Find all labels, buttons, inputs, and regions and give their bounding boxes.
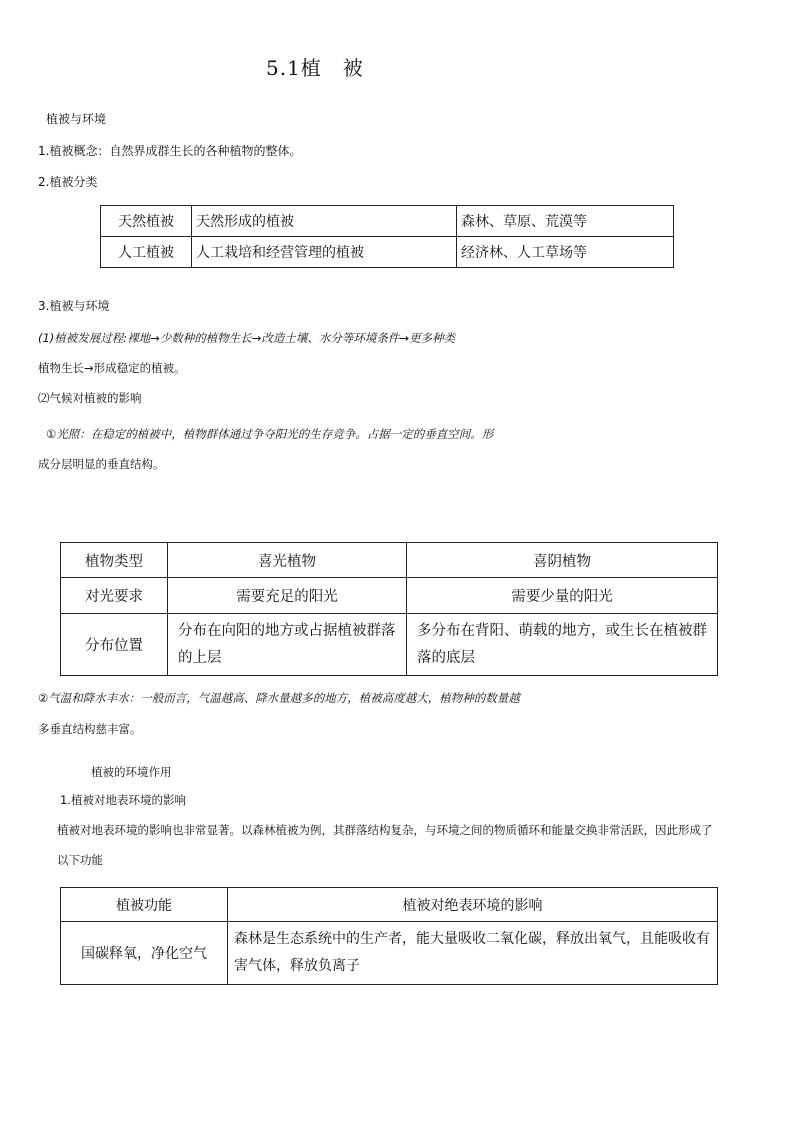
table-cell: 需要充足的阳光 <box>168 578 407 614</box>
paragraph-forest-line2: 以下功能 <box>57 853 103 867</box>
table-cell: 森林、草原、荒漠等 <box>457 206 674 237</box>
table-cell: 植被功能 <box>61 888 228 922</box>
table-cell: 多分布在背阳、萌载的地方，或生长在植被群落的底层 <box>407 614 718 676</box>
table-row <box>61 614 718 676</box>
item-vegetation-and-environment: 3.植被与环境 <box>38 299 110 313</box>
table-row <box>101 237 674 268</box>
table-row <box>101 206 674 237</box>
table-cell: 森林是生态系统中的生产者，能大量吸收二氧化碳，释放出氧气，且能吸收有害气体，释放负离子 <box>228 922 718 985</box>
table-cell: 人工植被 <box>101 237 192 268</box>
paragraph-light-line1: ①光照：在稳定的植被中，植物群体通过争夺阳光的生存竞争。占据一定的垂直空间。形 <box>46 427 494 441</box>
paragraph-development-line1: (1)植被发展过程:裸地→少数种的植物生长→改造土壤、水分等环境条件→更多种类 <box>38 331 456 345</box>
subheading-climate-influence: ⑵气候对植被的影响 <box>38 391 142 405</box>
table-cell: 喜光植物 <box>168 543 407 578</box>
table-cell: 国碳释氧，净化空气 <box>61 922 228 985</box>
table-cell: 人工栽培和经营管理的植被 <box>192 237 457 268</box>
table-cell: 分布位置 <box>61 614 168 676</box>
table-row <box>61 543 718 578</box>
table-cell: 需要少量的阳光 <box>407 578 718 614</box>
table-cell: 天然形成的植被 <box>192 206 457 237</box>
section-heading-environmental-role: 植被的环境作用 <box>91 765 172 779</box>
table-row <box>61 888 718 922</box>
table-cell: 对光要求 <box>61 578 168 614</box>
table-cell: 喜阴植物 <box>407 543 718 578</box>
table-cell: 分布在向阳的地方或占据植被群落的上层 <box>168 614 407 676</box>
light-requirement-table <box>60 542 718 676</box>
paragraph-development-line2: 植物生长→形成稳定的植被。 <box>38 361 186 375</box>
table-cell: 天然植被 <box>101 206 192 237</box>
paragraph-light-line2: 成分层明显的垂直结构。 <box>38 457 165 471</box>
item-vegetation-concept: 1.植被概念：自然界成群生长的各种植物的整体。 <box>38 144 302 158</box>
table-cell: 植物类型 <box>61 543 168 578</box>
item-surface-environment-influence: 1.植被对地表环境的影响 <box>60 793 186 807</box>
vegetation-function-table <box>60 887 718 985</box>
page-title: 5.1植 被 <box>266 56 364 80</box>
table-row <box>61 922 718 985</box>
table-row <box>61 578 718 614</box>
item-vegetation-classification: 2.植被分类 <box>38 175 98 189</box>
paragraph-forest-line1: 植被对地表环境的影响也非常显著。以森林植被为例，其群落结构复杂，与环境之间的物质循环和能量交换非常活跃，因此形成了 <box>57 823 713 837</box>
paragraph-temperature-line2: 多垂直结构慈丰富。 <box>38 722 142 736</box>
table-cell: 植被对绝表环境的影响 <box>228 888 718 922</box>
section-heading-vegetation-environment: 植被与环境 <box>46 112 107 126</box>
table-cell: 经济林、人工草场等 <box>457 237 674 268</box>
classification-table <box>100 205 674 268</box>
paragraph-temperature-line1: ②气温和降水丰水：一般而言，气温越高、降水量越多的地方，植被高度越大，植物种的数量越 <box>38 691 520 705</box>
